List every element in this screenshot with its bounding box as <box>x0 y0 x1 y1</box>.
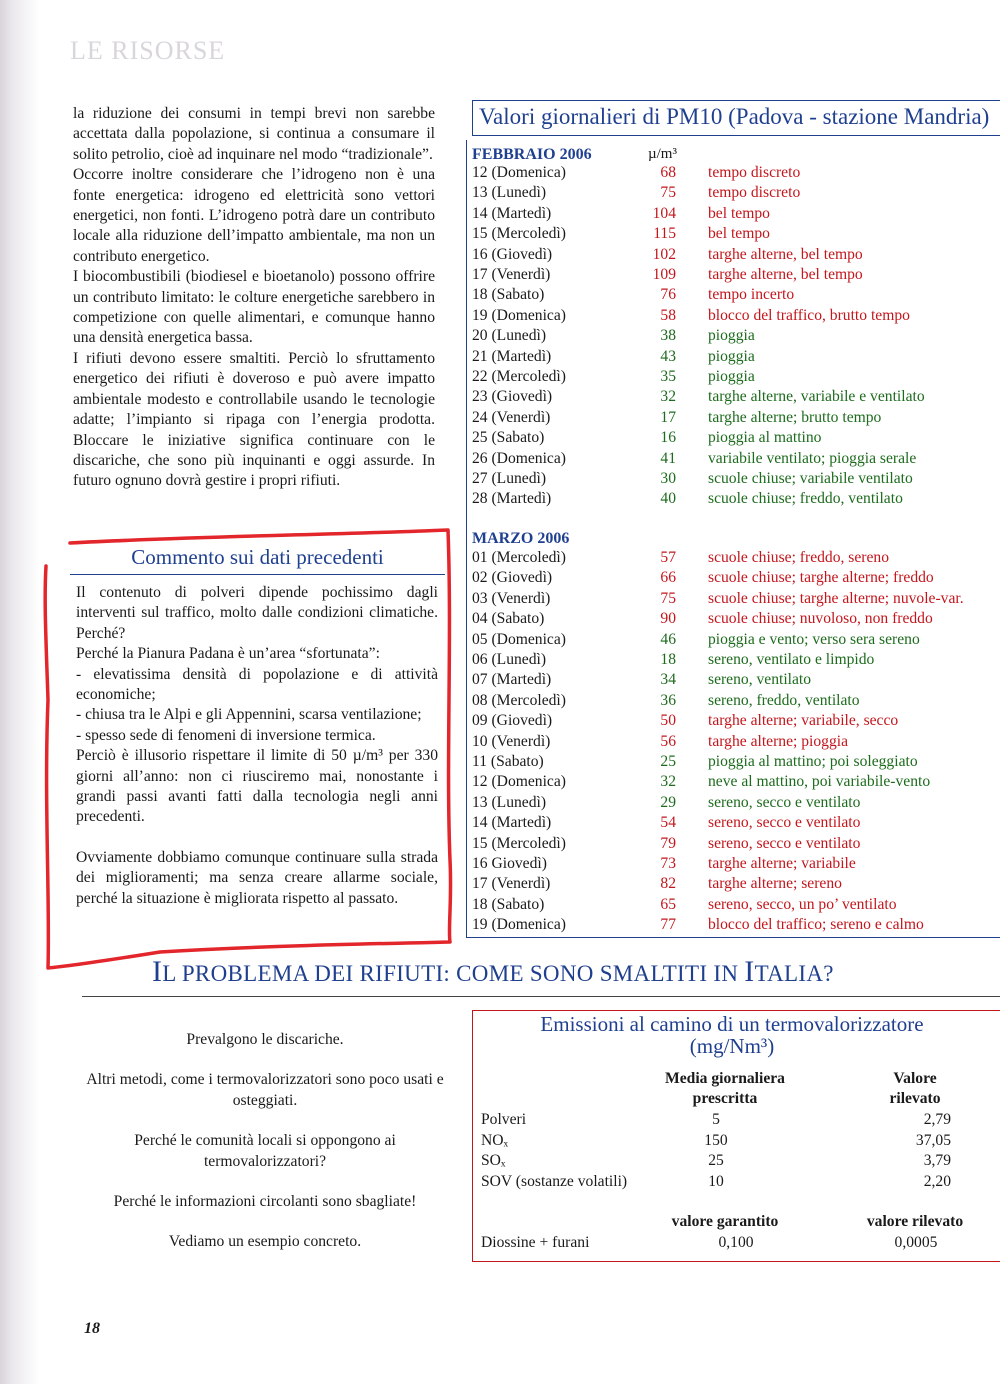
pm10-row <box>472 490 1000 510</box>
pm10-value: 75 <box>660 184 676 202</box>
pm10-value: 90 <box>660 610 676 628</box>
pm10-note: targhe alterne, variabile e ventilato <box>708 388 925 406</box>
pm10-value: 25 <box>660 753 676 770</box>
pm10-day: 15 (Mercoledì) <box>472 225 566 243</box>
pm10-day: 14 (Martedì) <box>472 204 552 222</box>
pm10-day: 12 (Domenica) <box>472 164 566 181</box>
pm10-value: 32 <box>660 773 676 791</box>
pm10-day: 28 (Martedì) <box>472 490 552 508</box>
pm10-day: 18 (Sabato) <box>472 895 545 913</box>
pm10-row <box>472 225 1000 245</box>
intro-text-column <box>73 104 435 492</box>
pm10-note: targhe alterne; variabile <box>708 855 856 872</box>
waste-text-column <box>80 1030 450 1273</box>
emissions-measured-value: 37,05 <box>915 1131 951 1149</box>
emissions-row <box>481 1132 991 1152</box>
pm10-row <box>472 916 1000 936</box>
pm10-row <box>472 610 1000 630</box>
intro-paragraph-4: I rifiuti devono essere smaltiti. Perciò lo sfruttamento energetico dei rifiuti è doveroso e può avere impatto ambientale modesto e controllabile usando le tecnologie adatte; l’impianto si ripaga con l’energia prodotta. Bloccare le iniziative significa continuare con le discariche, che sono più inquinanti e oggi assurde. In futuro ognuno dovrà gestire i propri rifiuti. <box>73 349 435 490</box>
emissions-measured-value: 2,20 <box>923 1172 951 1190</box>
emissions-measured-value: 2,79 <box>923 1111 951 1128</box>
pm10-row <box>472 266 1000 286</box>
emissions-row <box>481 1111 991 1131</box>
dioxin-guaranteed-header: valore garantito <box>671 1213 779 1230</box>
pm10-row <box>472 205 1000 225</box>
pm10-unit-label: µ/m³ <box>648 146 677 162</box>
pm10-value: 43 <box>660 347 676 365</box>
pm10-note: tempo discreto <box>708 184 801 202</box>
intro-paragraph-2: Occorre inoltre considerare che l’idrogeno non è una fonte energetica: idrogeno ed elettricità sono vettori energetici, non fonti. L’idrogeno potrà dare un contributo locale alla riduzione dell’impatto ambientale, ma non un contributo energetico. <box>73 166 435 265</box>
pm10-note: sereno, secco e ventilato <box>708 793 861 811</box>
pm10-day: 18 (Sabato) <box>472 286 545 304</box>
intro-paragraph-1: la riduzione dei consumi in tempi brevi non sarebbe accettata dalla popolazione, si continua a consumare il solito petrolio, cioè ad inquinare nel modo “tradizionale”. <box>73 105 435 163</box>
pm10-note: pioggia <box>708 327 755 345</box>
pm10-note: sereno, ventilato e limpido <box>708 651 875 668</box>
pm10-row <box>472 631 1000 651</box>
comment-paragraph-5: - spesso sede di fenomeni di inversione termica. <box>76 726 376 744</box>
emissions-row <box>481 1173 991 1193</box>
emissions-col-measured-header-line-2: rilevato <box>889 1090 941 1107</box>
pm10-day: 24 (Venerdì) <box>472 408 551 426</box>
pm10-row <box>472 590 1000 610</box>
pm10-value: 73 <box>660 855 676 872</box>
pm10-day: 13 (Lunedì) <box>472 184 547 202</box>
waste-paragraph-3: Perché le comunità locali si oppongono ai termovalorizzatori? <box>134 1132 396 1170</box>
pm10-row <box>472 164 1000 184</box>
pm10-row <box>472 327 1000 347</box>
pm10-row <box>472 855 1000 875</box>
pm10-day: 02 (Giovedì) <box>472 569 553 587</box>
emissions-col-prescribed-header <box>640 1069 810 1109</box>
dioxin-measured-value: 0,0005 <box>894 1234 938 1251</box>
pm10-value: 54 <box>660 814 676 832</box>
pm10-row <box>472 286 1000 306</box>
pm10-note: scuole chiuse; variabile ventilato <box>708 470 913 487</box>
comment-paragraph-7: Ovviamente dobbiamo comunque continuare sulla strada dei miglioramenti; ma senza creare allarme sociale, perché la situazione è migliorata rispetto al passato. <box>76 848 438 907</box>
emissions-title-line-1: Emissioni al camino di un termovalorizzatore <box>540 1012 924 1036</box>
pm10-row <box>472 429 1000 449</box>
pm10-note: targhe alterne, bel tempo <box>708 245 863 263</box>
pm10-row <box>472 307 1000 327</box>
emissions-table-title <box>472 1013 992 1057</box>
pm10-day: 16 Giovedì) <box>472 855 547 872</box>
pm10-value: 35 <box>660 368 676 385</box>
pm10-day: 20 (Lunedì) <box>472 327 547 345</box>
pm10-day: 17 (Venerdì) <box>472 875 551 893</box>
pm10-table-title: Valori giornalieri di PM10 (Padova - stazione Mandria) <box>472 100 1000 136</box>
pm10-day: 14 (Martedì) <box>472 814 552 832</box>
comment-paragraph-1: Il contenuto di polveri dipende pochissimo dagli interventi sul traffico, molto dalle condizioni climatiche. Perché? <box>76 584 438 642</box>
pm10-value: 30 <box>660 470 676 487</box>
emissions-prescribed-value: 10 <box>708 1172 724 1190</box>
pm10-value: 46 <box>660 630 676 648</box>
pm10-row <box>472 450 1000 470</box>
pm10-value: 17 <box>660 408 676 426</box>
pm10-value: 36 <box>660 691 676 709</box>
pm10-note: targhe alterne, bel tempo <box>708 266 863 283</box>
emissions-prescribed-value: 5 <box>712 1111 720 1128</box>
comment-box-text <box>76 583 438 909</box>
emissions-col-prescribed-header-line-1: Media giornaliera <box>665 1070 785 1087</box>
pm10-value: 38 <box>660 327 676 345</box>
section-title <box>152 955 834 989</box>
pm10-day: 15 (Mercoledì) <box>472 834 566 852</box>
pm10-note: sereno, freddo, ventilato <box>708 691 860 709</box>
pm10-value: 115 <box>653 225 676 243</box>
emissions-pollutant: NOₓ <box>481 1131 509 1149</box>
section-title-part-1: L PROBLEMA DEI RIFIUTI: COME SONO SMALTITI IN <box>162 961 745 986</box>
comment-paragraph-2: Perché la Pianura Padana è un’area “sfortunata”: <box>76 645 380 663</box>
pm10-row <box>472 753 1000 773</box>
pm10-row <box>472 896 1000 916</box>
comment-paragraph-3: - elevatissima densità di popolazione e di attività economiche; <box>76 665 438 704</box>
emissions-col-measured-header <box>860 1069 970 1109</box>
pm10-value: 79 <box>660 834 676 852</box>
pm10-note: scuole chiuse; nuvoloso, non freddo <box>708 610 933 628</box>
waste-paragraph-2: Altri metodi, come i termovalorizzatori sono poco usati e osteggiati. <box>86 1071 444 1109</box>
emissions-col-prescribed-header-line-2: prescritta <box>692 1090 758 1107</box>
section-title-part-2: TALIA? <box>754 961 834 986</box>
pm10-value: 102 <box>652 245 676 263</box>
emissions-col-measured-header-line-1: Valore <box>893 1070 937 1087</box>
pm10-day: 07 (Martedì) <box>472 671 552 689</box>
pm10-value: 75 <box>660 589 676 607</box>
pm10-note: targhe alterne; variabile, secco <box>708 712 899 730</box>
pm10-row <box>472 348 1000 368</box>
waste-paragraph-1: Prevalgono le discariche. <box>186 1031 344 1048</box>
emissions-prescribed-value: 150 <box>704 1131 728 1149</box>
pm10-day: 25 (Sabato) <box>472 429 545 447</box>
pm10-month-february: FEBBRAIO 2006 <box>472 146 592 163</box>
pm10-note: bel tempo <box>708 204 770 222</box>
comment-paragraph-6: Perciò è illusorio rispettare il limite di 50 µ/m³ per 330 giorni all’anno: non ci riusciremo mai, nonostante i grandi passi avanti fatti dalla tecnologia negli anni precedenti. <box>76 747 438 826</box>
pm10-row <box>472 549 1000 569</box>
comment-spacer <box>76 828 438 848</box>
comment-paragraph-4: - chiusa tra le Alpi e gli Appennini, scarsa ventilazione; <box>76 706 422 724</box>
pm10-note: scuole chiuse; freddo, ventilato <box>708 490 903 508</box>
pm10-day: 04 (Sabato) <box>472 610 545 628</box>
pm10-note: tempo discreto <box>708 164 801 181</box>
pm10-value: 16 <box>660 429 676 447</box>
pm10-row <box>472 671 1000 691</box>
pm10-note: pioggia <box>708 368 755 385</box>
pm10-note: targhe alterne; brutto tempo <box>708 408 882 426</box>
pm10-day: 06 (Lunedì) <box>472 651 547 668</box>
pm10-row <box>472 409 1000 429</box>
emissions-pollutant: SOₓ <box>481 1152 506 1169</box>
pm10-row <box>472 368 1000 388</box>
pm10-value: 41 <box>660 449 676 467</box>
pm10-row <box>472 733 1000 753</box>
pm10-day: 21 (Martedì) <box>472 347 552 365</box>
pm10-note: sereno, secco, un po’ ventilato <box>708 895 897 913</box>
pm10-row <box>472 875 1000 895</box>
waste-paragraph-5: Vediamo un esempio concreto. <box>168 1233 362 1251</box>
pm10-row <box>472 569 1000 589</box>
pm10-day: 22 (Mercoledì) <box>472 368 566 385</box>
pm10-day: 27 (Lunedì) <box>472 470 547 487</box>
running-header: LE RISORSE <box>70 36 226 65</box>
pm10-value: 34 <box>660 671 676 689</box>
dioxin-name: Diossine + furani <box>481 1234 590 1251</box>
pm10-row <box>472 835 1000 855</box>
pm10-day: 19 (Domenica) <box>472 306 566 324</box>
pm10-day: 17 (Venerdì) <box>472 266 551 283</box>
pm10-note: pioggia e vento; verso sera sereno <box>708 630 920 648</box>
pm10-day: 11 (Sabato) <box>472 753 544 770</box>
dioxin-guaranteed-value: 0,100 <box>718 1234 754 1251</box>
pm10-row <box>472 246 1000 266</box>
pm10-day: 08 (Mercoledì) <box>472 691 566 709</box>
pm10-day: 12 (Domenica) <box>472 773 566 791</box>
pm10-row <box>472 814 1000 834</box>
emissions-prescribed-value: 25 <box>708 1152 724 1169</box>
pm10-day: 09 (Giovedì) <box>472 712 553 730</box>
emissions-pollutant: Polveri <box>481 1111 527 1128</box>
dioxin-measured-header: valore rilevato <box>866 1213 964 1230</box>
pm10-value: 104 <box>652 204 676 222</box>
pm10-note: targhe alterne; pioggia <box>708 732 849 750</box>
section-title-initial-2: I <box>744 955 755 988</box>
pm10-value: 77 <box>660 916 676 934</box>
pm10-row <box>472 470 1000 490</box>
page-number: 18 <box>84 1320 100 1337</box>
pm10-value: 76 <box>660 286 676 304</box>
pm10-note: pioggia al mattino; poi soleggiato <box>708 753 918 770</box>
pm10-day: 19 (Domenica) <box>472 916 566 934</box>
pm10-note: sereno, ventilato <box>708 671 812 689</box>
pm10-note: blocco del traffico, brutto tempo <box>708 306 910 324</box>
pm10-value: 66 <box>660 569 676 587</box>
pm10-value: 109 <box>652 266 676 283</box>
pm10-note: scuole chiuse; targhe alterne; freddo <box>708 569 934 587</box>
pm10-note: sereno, secco e ventilato <box>708 834 861 852</box>
pm10-day: 16 (Giovedì) <box>472 245 553 263</box>
pm10-day: 23 (Giovedì) <box>472 388 553 406</box>
pm10-note: targhe alterne; sereno <box>708 875 842 893</box>
pm10-value: 57 <box>660 549 676 566</box>
pm10-note: variabile ventilato; pioggia serale <box>708 449 917 467</box>
dioxin-row <box>481 1234 991 1254</box>
pm10-value: 29 <box>660 793 676 811</box>
pm10-value: 65 <box>660 895 676 913</box>
pm10-value: 40 <box>660 490 676 508</box>
pm10-row <box>472 712 1000 732</box>
pm10-value: 82 <box>660 875 676 893</box>
pm10-note: scuole chiuse; freddo, sereno <box>708 549 889 566</box>
pm10-day: 10 (Venerdì) <box>472 732 551 750</box>
pm10-day: 05 (Domenica) <box>472 630 566 648</box>
pm10-note: scuole chiuse; targhe alterne; nuvole-var. <box>708 589 964 607</box>
pm10-day: 13 (Lunedì) <box>472 793 547 811</box>
emissions-measured-value: 3,79 <box>923 1152 951 1169</box>
pm10-value: 58 <box>660 306 676 324</box>
pm10-note: tempo incerto <box>708 286 795 304</box>
pm10-note: neve al mattino, poi variabile-vento <box>708 773 931 791</box>
pm10-row <box>472 184 1000 204</box>
waste-paragraph-4: Perché le informazioni circolanti sono sbagliate! <box>113 1193 417 1211</box>
emissions-pollutant: SOV (sostanze volatili) <box>481 1172 628 1190</box>
pm10-row <box>472 773 1000 793</box>
pm10-note: pioggia <box>708 347 755 365</box>
pm10-row <box>472 794 1000 814</box>
pm10-row <box>472 692 1000 712</box>
pm10-row <box>472 651 1000 671</box>
pm10-day: 26 (Domenica) <box>472 449 566 467</box>
pm10-note: bel tempo <box>708 225 770 243</box>
pm10-day: 03 (Venerdì) <box>472 589 551 607</box>
pm10-row <box>472 388 1000 408</box>
section-title-initial-1: I <box>152 955 163 988</box>
emissions-row <box>481 1152 991 1172</box>
pm10-value: 68 <box>660 164 676 181</box>
pm10-note: sereno, secco e ventilato <box>708 814 861 832</box>
section-divider <box>82 996 1000 997</box>
pm10-value: 56 <box>660 732 676 750</box>
pm10-value: 32 <box>660 388 676 406</box>
pm10-month-march: MARZO 2006 <box>472 530 570 547</box>
pm10-day: 01 (Mercoledì) <box>472 549 566 566</box>
comment-heading: Commento sui dati precedenti <box>70 545 445 575</box>
emissions-title-line-2: (mg/Nm³) <box>689 1034 775 1058</box>
pm10-value: 18 <box>660 651 676 668</box>
pm10-note: blocco del traffico; sereno e calmo <box>708 916 924 934</box>
intro-paragraph-3: I biocombustibili (biodiesel e bioetanolo) possono offrire un contributo limitato: le colture energetiche sarebbero in competizione con quelle alimentari, e comunque hanno una densità energetica bassa. <box>73 268 435 347</box>
pm10-note: pioggia al mattino <box>708 429 822 447</box>
pm10-value: 50 <box>660 712 676 730</box>
